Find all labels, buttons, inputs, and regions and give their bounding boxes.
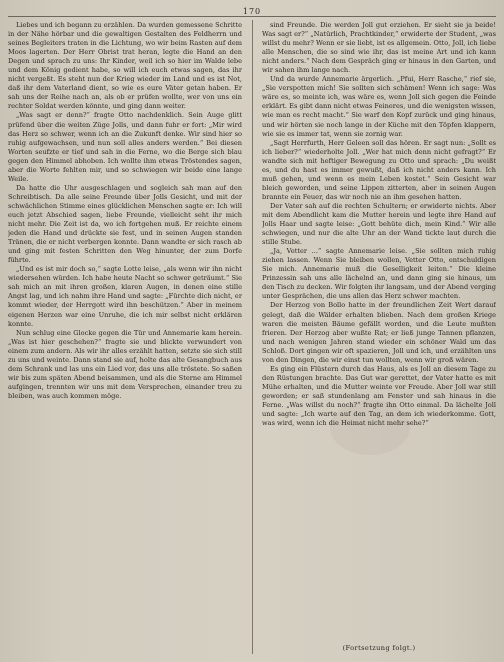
right-column: [262, 21, 496, 633]
paragraph: Und da wurde Annemarie ärgerlich. „Pfui, Herr Rasche,“ rief sie, „Sie verspotten mich! Sie sollten sich schämen! Wenn ich sage: Was wäre es, so meinte ich, was wäre es, wenn Joll sich gegen die Feinde erklärt. Es gibt dann nicht etwas Feineres, und die wenigsten wissen, wie man es recht macht.“ Sie warf den Kopf zurück und ging hinaus, und wir hörten sie noch lange in der Küche mit den Töpfen klappern, wie sie es immer tat, wenn sie zornig war.: [262, 75, 496, 138]
paragraph: „Ja, Vetter ...“ sagte Annemarie leise. „Sie sollten mich ruhig ziehen lassen. Wenn Sie bleiben wollen, Vetter Otto, entschuldigen Sie mich. Annemarie muß die Geselligkeit leiten.“ Die kleine Prinzessin sah uns alle lächelnd an, und dann ging sie hinaus, um den Tisch zu decken. Wir folgten ihr langsam, und der Abend verging unter Gesprächen, die uns allen das Herz schwer machten.: [262, 247, 496, 301]
left-column: [8, 21, 242, 651]
paragraph: Der Vater sah auf die rechten Schultern; er erwiderte nichts. Aber mit dem Abendlicht kam die Mutter herein und legte ihre Hand auf Jolls Haar und sagte leise: „Gott behüte dich, mein Kind.“ Wir alle schwiegen, und nur die alte Uhr an der Wand tickte laut durch die stille Stube.: [262, 201, 496, 247]
paragraph: „Was sagt er denn?“ fragte Otto nachdenklich. Sein Auge glitt prüfend über die weiten Züge Jolls, und dann fuhr er fort: „Mir wird das Herz so schwer, wenn ich an die Zukunft denke. Wir sind hier so ruhig aufgewachsen, und nun soll alles anders werden.“ Bei diesen Worten seufzte er tief und sah in die Ferne, wo die Berge sich blau gegen den Himmel abhoben. Ich wollte ihm etwas Tröstendes sagen, aber die Worte fehlten mir, und so schwiegen wir beide eine lange Weile.: [8, 111, 242, 183]
page-number: 170: [242, 7, 262, 16]
column-divider: [252, 20, 253, 654]
paragraph: sind Freunde. Die werden Joll gut erziehen. Er sieht sie ja beide! Was sagt er?“ „Natürlich, Prachtkinder,“ erwiderte der Student, „was willst du mehr? Wenn er sie liebt, ist es allgemein. Otto, Joll, ich liebe alle Menschen, die so sind wie ihr, das ist meine Art und ich kann nicht anders.“ Nach dem Gespräch ging er hinaus in den Garten, und wir sahen ihm lange nach.: [262, 21, 496, 75]
header-rule: [8, 16, 496, 17]
paragraph: Nun schlug eine Glocke gegen die Tür und Annemarie kam herein. „Was ist hier geschehen?“ fragte sie und blickte verwundert von einem zum andern. Als wir ihr alles erzählt hatten, setzte sie sich still zu uns und weinte. Dann stand sie auf, holte das alte Gesangbuch aus dem Schrank und las uns ein Lied vor, das uns alle tröstete. So saßen wir bis zum späten Abend beisammen, und als die Sterne am Himmel aufgingen, trennten wir uns mit dem Versprechen, einander treu zu bleiben, was auch kommen möge.: [8, 328, 242, 400]
paragraph: Der Herzog von Bollo hatte in der freundlichen Zeit Wert darauf gelegt, daß die Wälder erhalten blieben. Nach dem großen Kriege waren die meisten Bäume gefällt worden, und die Leute mußten frieren. Der Herzog aber wußte Rat; er ließ junge Tannen pflanzen, und nach wenigen Jahren stand wieder ein schöner Wald um das Schloß. Dort gingen wir oft spazieren, Joll und ich, und erzählten uns von den Dingen, die wir einst tun wollten, wenn wir groß wären.: [262, 301, 496, 364]
paragraph: „Sagt Herrfurth, Herr Geleen soll das hören. Er sagt nun: „Sollt es ich lieber?“ wiederholte Joll. „Wer hat mich denn nicht gefragt?“ Er wandte sich mit heftiger Bewegung zu Otto und sprach: „Du weißt es, und du hast es immer gewußt, daß ich nicht anders kann. Ich muß gehen, und wenn es mein Leben kostet.“ Sein Gesicht war bleich geworden, und seine Lippen zitterten, aber in seinen Augen brannte ein Feuer, das wir noch nie an ihm gesehen hatten.: [262, 138, 496, 201]
paragraph: Da hatte die Uhr ausgeschlagen und sogleich sah man auf den Schreibtisch. Da alle seine Freunde über Jolls Gesicht, und mit der schwächlichen Stimme eines glücklichen Menschen sagte er: Ich will euch jetzt Abschied sagen, liebe Freunde, vielleicht seht ihr mich nicht mehr. Die Zeit ist da, wo ich fortgehen muß. Er reichte einem jeden die Hand und drückte sie fest, und in seinen Augen standen Tränen, die er nicht verbergen konnte. Dann wandte er sich rasch ab und ging mit festen Schritten den Weg hinunter, der zum Dorfe führte.: [8, 183, 242, 265]
continuation-note: (Fortsetzung folgt.): [342, 644, 416, 652]
paragraph: Es ging ein Flüstern durch das Haus, als es Joll an diesem Tage zu den Rüstungen brachte. Das Gut war gerettet, der Vater hatte es mit Mühe erhalten, und die Mutter weinte vor Freude. Aber Joll war still geworden; er saß stundenlang am Fenster und sah hinaus in die Ferne. „Was willst du noch?“ fragte ihn Otto einmal. Da lächelte Joll und sagte: „Ich warte auf den Tag, an dem ich wiederkomme. Gott, was wird, wenn ich die Heimat nicht mehr sehe?“: [262, 364, 496, 428]
paragraph: „Und es ist mir doch so,“ sagte Lotte leise, „als wenn wir ihn nicht wiedersehen würden. Ich habe heute Nacht so schwer geträumt.“ Sie sah mich an mit ihren großen, klaren Augen, in denen eine stille Angst lag, und ich nahm ihre Hand und sagte: „Fürchte dich nicht, er kommt wieder, der Herrgott wird ihn beschützen.“ Aber in meinem eigenen Herzen war eine Unruhe, die ich mir selbst nicht erklären konnte.: [8, 265, 242, 328]
paragraph: Liebes und ich begann zu erzählen. Da wurden gemessene Schritte in der Nähe hörbar und die gewaltigen Gestalten des Feldherrn und seines Begleiters traten in die Lichtung, wo wir beim Rasten auf dem Moos lagerten. Der Herr Obrist trat heran, legte die Hand an den Degen und sprach zu uns: Ihr Kinder, weil ich so hier im Walde lebe und dem König gedient habe, so will ich euch etwas sagen, das ihr nicht vergeßt. Es steht nun der Krieg wieder im Land und es ist Not, daß ihr dem Vaterland dient, so wie es eure Väter getan haben. Er sah uns der Reihe nach an, als ob er prüfen wollte, wer von uns ein rechter Soldat werden könnte, und ging dann weiter.: [8, 21, 242, 111]
